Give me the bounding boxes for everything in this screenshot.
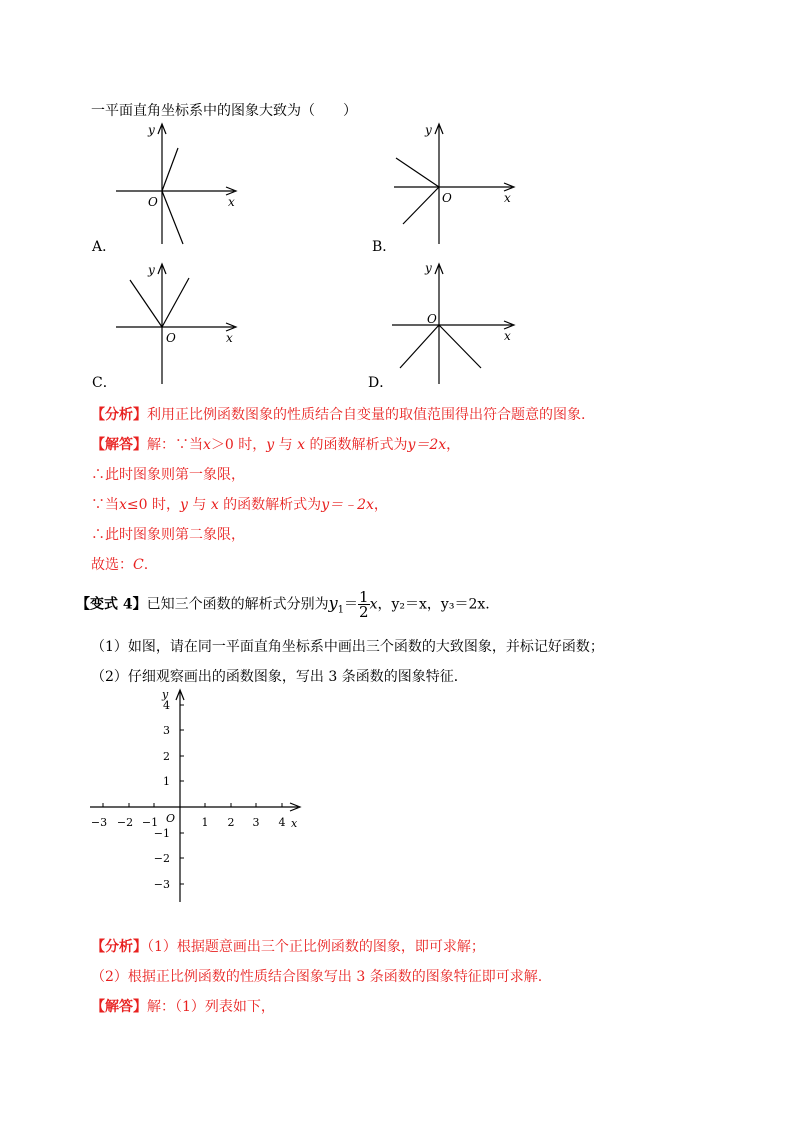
text: ∵当 [91,497,119,513]
x-tick-label: −2 [116,816,134,829]
variant-intro: 已知三个函数的解析式分别为 [146,596,329,613]
x-label: x [226,331,233,345]
var-y: y [266,437,275,453]
y-tick-label: 2 [163,750,170,763]
text: 的函数解析式为 [305,437,408,453]
coordinate-grid [86,686,306,906]
var-y1: y [328,593,338,613]
fraction [358,590,370,619]
analysis-2-line-2: （2）根据正比例函数的性质结合图象写出 3 条函数的图象特征即可求解. [91,969,543,985]
fraction-numerator: 1 [359,588,369,606]
equation: y＝﹣2x [321,497,374,513]
graph-line [403,187,439,224]
answer-2 [91,996,275,1016]
fraction-denominator: 2 [359,603,369,621]
y-tick-label: −3 [153,878,170,891]
graph-line [396,158,439,187]
graph-b [388,118,518,248]
x-label: x [228,195,235,209]
var-x: x [297,437,305,453]
y-tick-label: 3 [163,724,170,737]
y-tick-label: 1 [163,775,170,788]
text: ＞0 时， [210,437,267,453]
answer-2-tag: 【解答】 [91,999,147,1015]
x-tick-label: 2 [227,816,235,829]
origin-label: O [427,312,437,326]
answer-2-text: 解：（1）列表如下， [147,999,275,1015]
y-label: y [148,263,155,277]
x-tick-label: −1 [141,816,159,829]
y-label: y [425,123,432,137]
text: . [143,557,149,573]
text: ≤0 时， [126,497,180,513]
variant-tag: 【变式 4】 [76,596,147,613]
equals: ＝ [344,596,359,613]
origin-label: O [148,195,158,209]
variant-heading [76,590,490,619]
x-label: x [291,817,298,830]
analysis-2 [91,936,485,956]
y-tick-label: −2 [153,852,170,865]
graph-a [110,118,240,248]
option-a-label: A． [92,239,117,255]
solution-line-1 [91,434,460,454]
text: 的函数解析式为 [218,497,322,513]
variant-rest: ，y₂＝x，y₃＝2x. [377,596,490,613]
analysis-tag: 【分析】 [91,407,147,423]
question-1: （1）如图，请在同一平面直角坐标系中画出三个函数的大致图象，并标记好函数； [91,639,604,655]
y-tick-label: −1 [153,827,170,840]
graph-line [162,148,178,191]
answer-choice: C [133,557,144,573]
text: 与 [274,437,298,453]
answer-tag: 【解答】 [91,437,147,453]
graph-line [162,191,183,244]
text: ， [446,437,461,453]
var-x: x [369,596,378,613]
origin-label: O [442,191,452,205]
x-tick-label: 4 [278,816,286,829]
origin-label: O [166,812,176,825]
question-2: （2）仔细观察画出的函数图象，写出 3 条函数的图象特征． [91,669,468,685]
option-b-label: B． [372,239,397,255]
text: ， [373,497,388,513]
x-label: x [504,191,511,205]
y-tick-label: 4 [163,699,170,712]
graph-line [130,280,162,327]
analysis-2-tag: 【分析】 [91,939,147,955]
text: 与 [187,497,211,513]
origin-label: O [166,331,176,345]
y1-sub: 1 [337,604,345,616]
x-label: x [504,329,511,343]
option-c-label: C． [92,375,117,391]
graph-line [439,325,481,368]
equation: y＝2x [407,437,447,453]
graph-line [400,325,439,368]
graph-c [110,258,240,388]
var-y: y [180,497,188,513]
x-tick-label: −3 [90,816,108,829]
graph-line [162,278,189,327]
text: 解：∵当 [147,437,203,453]
text: 故选： [91,557,133,573]
x-tick-label: 3 [252,816,260,829]
question-stem: 一平面直角坐标系中的图象大致为（ ） [91,103,357,119]
option-d-label: D． [368,375,394,391]
y-label: y [425,261,432,275]
solution-line-4: ∴此时图象则第二象限， [91,527,245,543]
x-tick-label: 1 [201,816,209,829]
solution-line-2: ∴此时图象则第一象限， [91,467,245,483]
solution-line-3 [91,494,388,514]
var-x: x [210,497,219,513]
var-x: x [203,437,211,453]
y-label: y [148,123,155,137]
analysis-2-text: （1）根据题意画出三个正比例函数的图象，即可求解； [147,939,485,955]
graph-d [388,258,518,388]
solution-line-5 [91,554,148,574]
analysis-text: 利用正比例函数图象的性质结合自变量的取值范围得出符合题意的图象. [147,407,586,423]
var-x: x [119,497,127,513]
y-label: y [162,688,169,701]
analysis [91,404,585,424]
